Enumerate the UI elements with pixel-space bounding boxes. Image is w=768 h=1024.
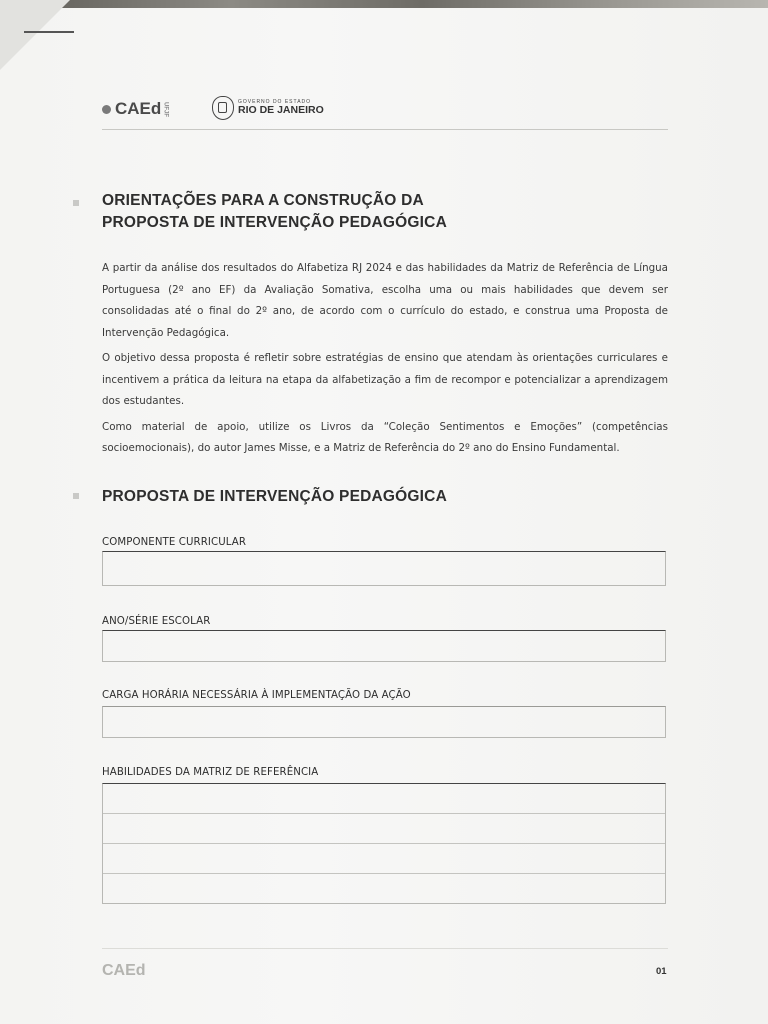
scan-edge	[0, 0, 768, 8]
section1-title-line1: ORIENTAÇÕES PARA A CONSTRUÇÃO DA	[102, 192, 424, 209]
caed-logo	[102, 99, 168, 119]
field-label-habilidades: HABILIDADES DA MATRIZ DE REFERÊNCIA	[102, 767, 319, 778]
header-divider	[102, 129, 668, 130]
habilidades-row[interactable]	[103, 784, 665, 814]
carga-horaria-field[interactable]	[102, 706, 666, 738]
caed-logo-icon	[102, 105, 111, 114]
instructions-paragraph: A partir da análise dos resultados do Alfabetiza RJ 2024 e das habilidades da Matriz de Referência de Língua Portuguesa (2º ano EF) da Avaliação Somativa, escolha uma ou mais habilidades que devem ser consolidadas até o final do 2º ano, de acordo com o currículo do estado, e construa uma Proposta de Intervenção Pedagógica.	[102, 262, 668, 339]
field-label-carga: CARGA HORÁRIA NECESSÁRIA À IMPLEMENTAÇÃO DA AÇÃO	[102, 690, 411, 701]
folded-corner	[0, 0, 70, 70]
field-label-componente: COMPONENTE CURRICULAR	[102, 537, 247, 548]
componente-curricular-field[interactable]	[102, 551, 666, 586]
state-logo	[212, 96, 324, 120]
section2-title: PROPOSTA DE INTERVENÇÃO PEDAGÓGICA	[102, 488, 447, 505]
section-bullet-icon	[73, 200, 79, 206]
section1-title-line2: PROPOSTA DE INTERVENÇÃO PEDAGÓGICA	[102, 214, 447, 231]
instructions-body	[102, 258, 668, 464]
habilidades-row[interactable]	[103, 874, 665, 903]
page-header	[102, 96, 672, 126]
state-logo-big: RIO DE JANEIRO	[238, 104, 324, 117]
field-label-ano: ANO/SÉRIE ESCOLAR	[102, 616, 211, 627]
instructions-paragraph: O objetivo dessa proposta é refletir sobre estratégias de ensino que atendam às orientações curriculares e incentivem a prática da leitura na etapa da alfabetização a fim de recompor e potencializar a aprendizagem dos estudantes.	[102, 352, 668, 407]
state-logo-small: GOVERNO DO ESTADO	[238, 99, 312, 106]
footer-logo: CAEd	[102, 962, 146, 979]
caed-logo-sub: UFJF	[162, 101, 169, 117]
footer-divider	[102, 948, 668, 949]
habilidades-row[interactable]	[103, 814, 665, 844]
section1-title	[102, 190, 447, 234]
habilidades-row[interactable]	[103, 844, 665, 874]
state-seal-icon	[212, 96, 234, 120]
fold-mark	[24, 31, 74, 33]
caed-logo-text: CAEd	[115, 99, 162, 118]
page-number: 01	[656, 966, 667, 977]
instructions-paragraph: Como material de apoio, utilize os Livros da “Coleção Sentimentos e Emoções” (competências socioemocionais), do autor James Misse, e a Matriz de Referência do 2º ano do Ensino Fundamental.	[102, 420, 668, 454]
habilidades-field[interactable]	[102, 783, 666, 904]
ano-serie-field[interactable]	[102, 630, 666, 662]
section-bullet-icon	[73, 493, 79, 499]
